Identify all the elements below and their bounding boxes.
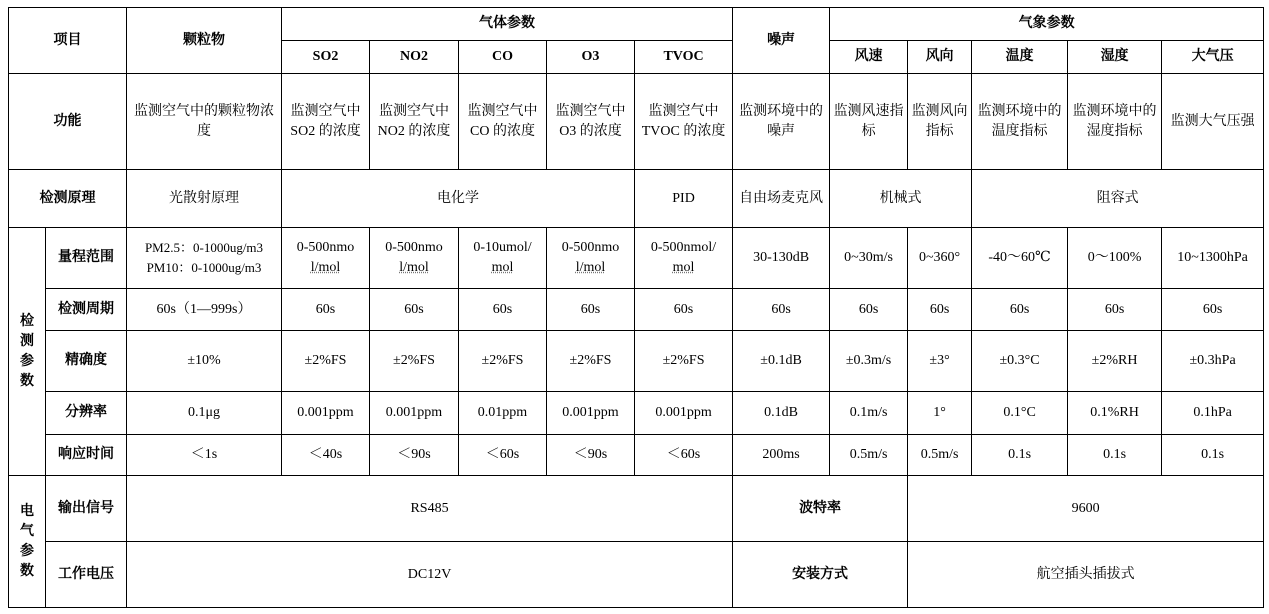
resolution-wind-dir: 1° [908, 392, 972, 435]
accuracy-row [9, 331, 1264, 392]
accuracy-no2: ±2%FS [370, 331, 459, 392]
period-label: 检测周期 [46, 289, 127, 331]
accuracy-wind-speed: ±0.3m/s [830, 331, 908, 392]
resolution-temp: 0.1°C [972, 392, 1068, 435]
function-so2: 监测空气中SO2 的浓度 [282, 74, 370, 170]
accuracy-o3: ±2%FS [547, 331, 635, 392]
accuracy-particulate: ±10% [127, 331, 282, 392]
detection-group-label [9, 228, 46, 476]
range-so2 [282, 228, 370, 289]
output-value: RS485 [127, 476, 733, 542]
range-o3 [547, 228, 635, 289]
response-co: ＜60s [459, 435, 547, 476]
range-so2-line1: 0-500nmo [296, 240, 355, 255]
accuracy-label: 精确度 [46, 331, 127, 392]
principle-noise: 自由场麦克风 [733, 170, 830, 228]
range-o3-line1: 0-500nmo [561, 240, 620, 255]
period-humidity: 60s [1068, 289, 1162, 331]
response-label: 响应时间 [46, 435, 127, 476]
range-co-line2: mol [491, 260, 514, 275]
function-wind-speed: 监测风速指标 [830, 74, 908, 170]
output-row [9, 476, 1264, 542]
baud-label: 波特率 [733, 476, 908, 542]
period-row [9, 289, 1264, 331]
header-wind-dir: 风向 [908, 41, 972, 74]
header-so2: SO2 [282, 41, 370, 74]
response-so2: ＜40s [282, 435, 370, 476]
response-noise: 200ms [733, 435, 830, 476]
function-no2: 监测空气中NO2 的浓度 [370, 74, 459, 170]
response-tvoc: ＜60s [635, 435, 733, 476]
principle-wind: 机械式 [830, 170, 972, 228]
response-temp: 0.1s [972, 435, 1068, 476]
period-no2: 60s [370, 289, 459, 331]
accuracy-humidity: ±2%RH [1068, 331, 1162, 392]
response-wind-speed: 0.5m/s [830, 435, 908, 476]
spec-table [8, 7, 1264, 608]
range-co-line1: 0-10umol/ [473, 240, 532, 255]
header-o3: O3 [547, 41, 635, 74]
resolution-pressure: 0.1hPa [1162, 392, 1264, 435]
principle-label: 检测原理 [9, 170, 127, 228]
accuracy-tvoc: ±2%FS [635, 331, 733, 392]
header-wind-speed: 风速 [830, 41, 908, 74]
range-pm25: PM2.5：0-1000ug/m3 [144, 240, 264, 255]
detection-group-char: 检 [20, 313, 34, 329]
range-row [9, 228, 1264, 289]
header-row-1 [9, 8, 1264, 41]
header-tvoc: TVOC [635, 41, 733, 74]
header-item: 项目 [9, 8, 127, 74]
period-o3: 60s [547, 289, 635, 331]
accuracy-co: ±2%FS [459, 331, 547, 392]
period-particulate: 60s（1—999s） [127, 289, 282, 331]
range-humidity: 0～100% [1068, 228, 1162, 289]
period-wind-speed: 60s [830, 289, 908, 331]
header-humidity: 湿度 [1068, 41, 1162, 74]
voltage-row [9, 542, 1264, 608]
function-co: 监测空气中CO 的浓度 [459, 74, 547, 170]
header-particulate: 颗粒物 [127, 8, 282, 74]
header-temp: 温度 [972, 41, 1068, 74]
range-tvoc [635, 228, 733, 289]
response-humidity: 0.1s [1068, 435, 1162, 476]
function-o3: 监测空气中O3 的浓度 [547, 74, 635, 170]
resolution-row [9, 392, 1264, 435]
range-pm10: PM10：0-1000ug/m3 [146, 260, 262, 275]
response-pressure: 0.1s [1162, 435, 1264, 476]
header-no2: NO2 [370, 41, 459, 74]
period-so2: 60s [282, 289, 370, 331]
function-label: 功能 [9, 74, 127, 170]
principle-gas: 电化学 [282, 170, 635, 228]
resolution-tvoc: 0.001ppm [635, 392, 733, 435]
baud-value: 9600 [908, 476, 1264, 542]
range-tvoc-line2: mol [672, 260, 695, 275]
principle-row [9, 170, 1264, 228]
header-weather-group: 气象参数 [830, 8, 1264, 41]
header-pressure: 大气压 [1162, 41, 1264, 74]
function-noise: 监测环境中的噪声 [733, 74, 830, 170]
range-so2-line2: l/mol [310, 260, 341, 275]
resolution-so2: 0.001ppm [282, 392, 370, 435]
output-label: 输出信号 [46, 476, 127, 542]
range-wind-dir: 0~360° [908, 228, 972, 289]
principle-tvoc: PID [635, 170, 733, 228]
response-particulate: ＜1s [127, 435, 282, 476]
response-o3: ＜90s [547, 435, 635, 476]
resolution-noise: 0.1dB [733, 392, 830, 435]
response-no2: ＜90s [370, 435, 459, 476]
electrical-group-char: 数 [20, 563, 34, 579]
period-temp: 60s [972, 289, 1068, 331]
period-pressure: 60s [1162, 289, 1264, 331]
detection-group-char: 参 [20, 353, 34, 369]
install-value: 航空插头插拔式 [908, 542, 1264, 608]
range-temp: -40～60℃ [972, 228, 1068, 289]
range-noise: 30-130dB [733, 228, 830, 289]
period-tvoc: 60s [635, 289, 733, 331]
principle-particulate: 光散射原理 [127, 170, 282, 228]
response-row [9, 435, 1264, 476]
resolution-o3: 0.001ppm [547, 392, 635, 435]
detection-group-char: 测 [20, 333, 34, 349]
period-wind-dir: 60s [908, 289, 972, 331]
header-noise: 噪声 [733, 8, 830, 74]
function-humidity: 监测环境中的湿度指标 [1068, 74, 1162, 170]
resolution-co: 0.01ppm [459, 392, 547, 435]
function-pressure: 监测大气压强 [1162, 74, 1264, 170]
install-label: 安装方式 [733, 542, 908, 608]
resolution-particulate: 0.1μg [127, 392, 282, 435]
function-tvoc: 监测空气中TVOC 的浓度 [635, 74, 733, 170]
electrical-group-label [9, 476, 46, 608]
accuracy-pressure: ±0.3hPa [1162, 331, 1264, 392]
response-wind-dir: 0.5m/s [908, 435, 972, 476]
electrical-group-char: 气 [20, 523, 34, 539]
function-row [9, 74, 1264, 170]
range-tvoc-line1: 0-500nmol/ [650, 240, 717, 255]
range-particulate [127, 228, 282, 289]
resolution-wind-speed: 0.1m/s [830, 392, 908, 435]
detection-group-char: 数 [20, 373, 34, 389]
range-no2-line2: l/mol [399, 260, 429, 275]
range-no2 [370, 228, 459, 289]
range-pressure: 10~1300hPa [1162, 228, 1264, 289]
electrical-group-char: 参 [20, 543, 34, 559]
function-particulate: 监测空气中的颗粒物浓度 [127, 74, 282, 170]
function-wind-dir: 监测风向指标 [908, 74, 972, 170]
principle-weather: 阻容式 [972, 170, 1264, 228]
period-noise: 60s [733, 289, 830, 331]
accuracy-temp: ±0.3°C [972, 331, 1068, 392]
function-temp: 监测环境中的温度指标 [972, 74, 1068, 170]
range-label: 量程范围 [46, 228, 127, 289]
accuracy-wind-dir: ±3° [908, 331, 972, 392]
resolution-no2: 0.001ppm [370, 392, 459, 435]
range-no2-line1: 0-500nmo [385, 240, 443, 255]
range-wind-speed: 0~30m/s [830, 228, 908, 289]
range-co [459, 228, 547, 289]
header-co: CO [459, 41, 547, 74]
voltage-value: DC12V [127, 542, 733, 608]
header-gas-group: 气体参数 [282, 8, 733, 41]
voltage-label: 工作电压 [46, 542, 127, 608]
electrical-group-char: 电 [20, 503, 34, 519]
period-co: 60s [459, 289, 547, 331]
range-o3-line2: l/mol [575, 260, 606, 275]
accuracy-so2: ±2%FS [282, 331, 370, 392]
resolution-humidity: 0.1%RH [1068, 392, 1162, 435]
resolution-label: 分辨率 [46, 392, 127, 435]
accuracy-noise: ±0.1dB [733, 331, 830, 392]
